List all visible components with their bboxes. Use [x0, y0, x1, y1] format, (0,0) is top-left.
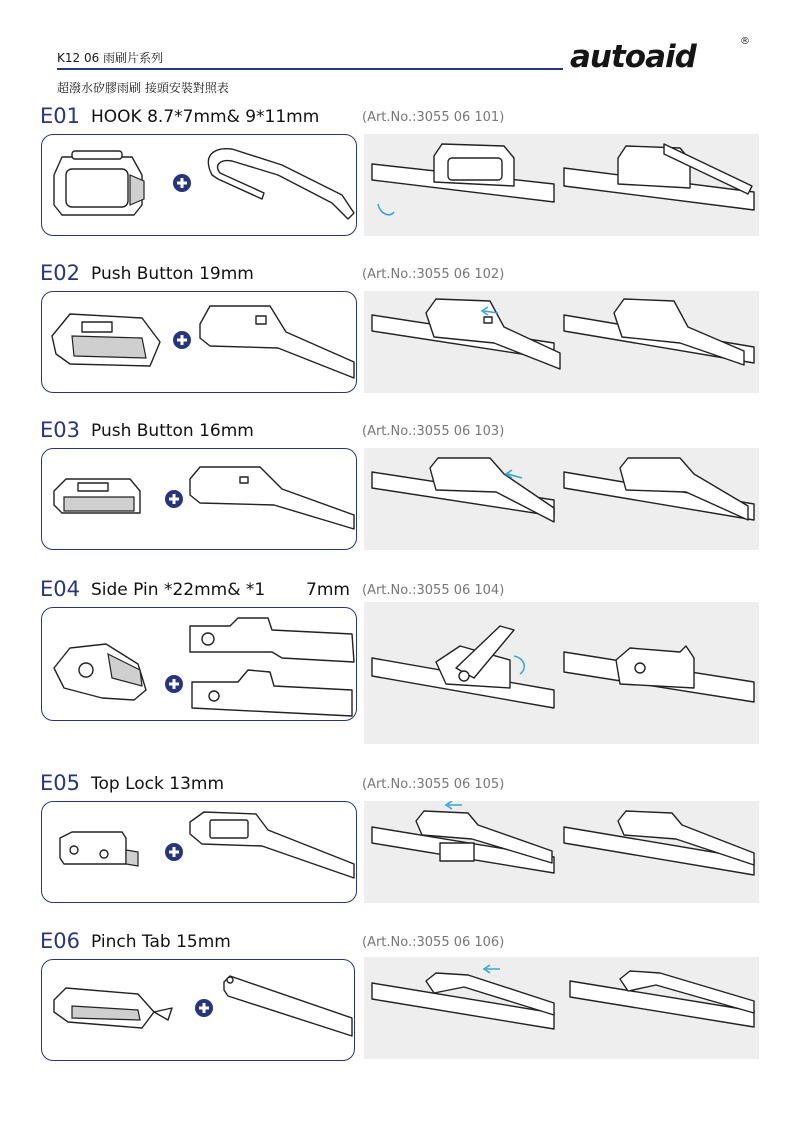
section-title: Pinch Tab 15mm	[91, 932, 231, 952]
blade-with-push-button-16-step-1	[372, 458, 554, 522]
top-lock-adapter-drawing	[60, 832, 138, 866]
plus-icon	[165, 843, 183, 861]
series-title: K12 06 雨刷片系列	[57, 51, 164, 65]
adapter-panel	[41, 607, 357, 721]
registered-mark: ®	[740, 36, 750, 47]
article-number: (Art.No.:3055 06 102)	[362, 267, 505, 282]
installation-diagram	[364, 602, 759, 744]
plus-icon	[173, 331, 191, 349]
article-number: (Art.No.:3055 06 105)	[362, 777, 505, 792]
section-e06	[0, 930, 800, 1090]
plus-icon	[165, 675, 183, 693]
hook-adapter-drawing	[54, 151, 144, 215]
section-e04	[0, 578, 800, 738]
section-code: E05	[40, 771, 80, 795]
plus-icon	[195, 999, 213, 1017]
section-title: Side Pin *22mm& *1	[91, 580, 266, 600]
push-button-arm-drawing	[200, 306, 354, 378]
adapter-panel	[41, 291, 357, 393]
section-title: Push Button 19mm	[91, 264, 254, 284]
hook-arm-drawing	[208, 149, 354, 219]
header-divider	[57, 68, 563, 70]
blade-with-side-pin-step-1	[372, 626, 554, 708]
installation-diagram	[364, 957, 759, 1059]
installation-diagram	[364, 134, 759, 236]
page-subtitle: 超潑水矽膠雨刷 接頭安裝對照表	[57, 81, 229, 95]
section-code: E03	[40, 418, 80, 442]
adapter-panel	[41, 134, 357, 236]
installation-diagram	[364, 801, 759, 903]
push-button-16-adapter-drawing	[54, 479, 140, 513]
section-code: E01	[40, 104, 80, 128]
slide-arrow-icon	[446, 801, 462, 809]
slide-arrow-icon	[484, 965, 500, 973]
rotate-arrow-icon	[514, 656, 524, 674]
push-button-16-arm-drawing	[190, 467, 354, 529]
section-e01	[0, 105, 800, 265]
installation-diagram	[364, 291, 759, 393]
article-number: (Art.No.:3055 06 103)	[362, 424, 505, 439]
pinch-tab-adapter-drawing	[54, 988, 172, 1028]
section-code: E04	[40, 577, 80, 601]
blade-with-push-button-step-2	[564, 299, 754, 365]
section-title: HOOK 8.7*7mm& 9*11mm	[91, 107, 320, 127]
brand-logo	[570, 36, 750, 75]
adapter-panel	[41, 448, 357, 550]
section-code: E02	[40, 261, 80, 285]
top-lock-arm-drawing	[190, 812, 354, 878]
article-number: (Art.No.:3055 06 106)	[362, 935, 505, 950]
plus-icon	[173, 174, 191, 192]
section-title-suffix: 7mm	[306, 580, 350, 600]
pinch-tab-arm-drawing	[224, 976, 352, 1036]
blade-with-top-lock-step-1	[372, 801, 554, 873]
side-pin-arm-upper-drawing	[190, 618, 354, 662]
section-e05	[0, 772, 800, 932]
article-number: (Art.No.:3055 06 104)	[362, 583, 505, 598]
section-title: Push Button 16mm	[91, 421, 254, 441]
adapter-panel	[41, 801, 357, 903]
side-pin-arm-lower-drawing	[192, 670, 352, 716]
side-pin-adapter-drawing	[54, 644, 146, 700]
blade-with-push-button-step-1	[372, 299, 560, 369]
blade-with-pinch-tab-step-1	[372, 965, 554, 1029]
section-e03	[0, 419, 800, 579]
blade-with-pinch-tab-step-2	[570, 971, 754, 1027]
blade-with-hook-step-1	[372, 144, 554, 215]
blade-with-side-pin-step-2	[564, 646, 754, 702]
section-title: Top Lock 13mm	[91, 774, 225, 794]
section-code: E06	[40, 929, 80, 953]
plus-icon	[165, 490, 183, 508]
rotate-arrow-icon	[378, 204, 394, 215]
article-number: (Art.No.:3055 06 101)	[362, 110, 505, 125]
installation-diagram	[364, 448, 759, 550]
blade-with-top-lock-step-2	[564, 811, 754, 875]
blade-with-hook-step-2	[564, 144, 754, 210]
blade-with-push-button-16-step-2	[564, 458, 754, 520]
push-button-adapter-drawing	[52, 314, 160, 366]
section-e02	[0, 262, 800, 422]
brand-logo-text: autoaid	[570, 39, 696, 75]
adapter-panel	[41, 959, 355, 1061]
